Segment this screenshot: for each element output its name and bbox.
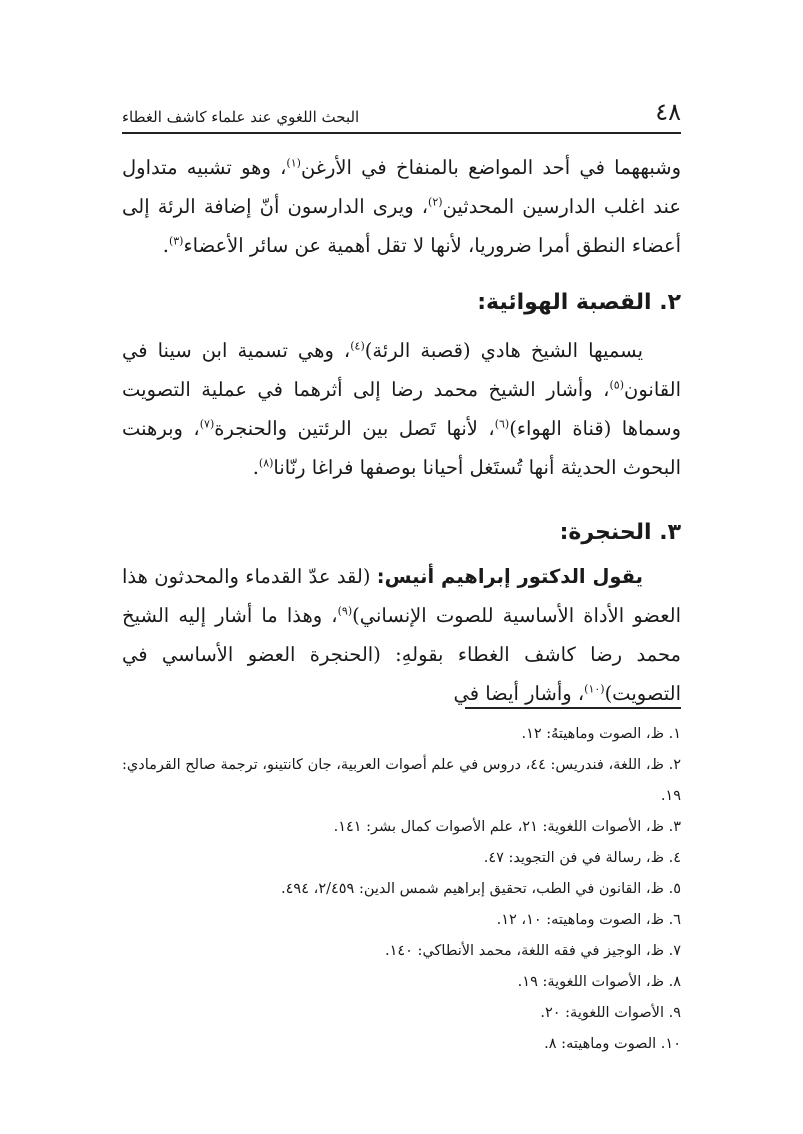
text-run: ، وبرهنت البحوث الحديثة أنها تُستَغل أحيانا بوصفها فراغا رنّانا [122,417,681,479]
footnote-item: ٣. ظ، الأصوات اللغوية: ٢١، علم الأصوات كمال بشر: ١٤١. [333,819,681,835]
text-run: (لقد عدّ القدماء والمحدثون هذا العضو الأداة الأساسية للصوت الإنساني) [122,565,681,627]
footnote-item: ٧. ظ، الوجيز في فقه اللغة، محمد الأنطاكي: ١٤٠. [384,943,681,959]
footnote-item: ٩. الأصوات اللغوية: ٢٠. [540,1005,681,1021]
footnote-ref[interactable]: (٤) [350,339,365,353]
footnote-ref[interactable]: (١) [286,156,301,170]
footnote-item: ٤. ظ، رسالة في فن التجويد: ٤٧. [483,850,681,866]
footnote-item: ٦. ظ، الصوت وماهيته: ١٠، ١٢. [496,912,681,928]
footnotes [122,719,681,1060]
footnote-item: ٢. ظ، اللغة، فندريس: ٤٤، دروس في علم أصوات العربية، جان كانتينو، ترجمة صالح القرمادي: ١٩. [122,757,681,804]
footnote-ref[interactable]: (٧) [199,417,215,431]
footnote-ref[interactable]: (١٠) [584,682,605,696]
text-run: ، وهو تشبيه متداول عند اغلب الدارسين المحدثين [122,156,681,218]
text-run: . [252,456,259,479]
text-run: وشبههما في أحد المواضع بالمنفاخ في الأرغن [300,156,681,179]
section-heading-trachea: ٢. القصبة الهوائية: [477,290,681,315]
quote-lead: يقول الدكتور إبراهيم أنيس: [376,565,643,588]
text-run: ، وأشار أيضا في [453,682,585,705]
footnote-ref[interactable]: (٦) [494,417,510,431]
footnote-item: ١٠. الصوت وماهيته: ٨. [544,1036,681,1052]
text-run: يسميها الشيخ هادي (قصبة الرئة) [364,339,643,362]
section-heading-larynx: ٣. الحنجرة: [559,520,681,545]
footnote-ref[interactable]: (٨) [258,456,274,470]
paragraph-larynx [122,557,681,713]
paragraph-trachea [122,331,681,487]
text-run: ، وهذا ما أشار إليه الشيخ محمد رضا كاشف الغطاء بقولهِ: (الحنجرة العضو الأساسي في التصويت) [122,604,681,705]
footnote-ref[interactable]: (٣) [168,234,184,248]
page-number: ٤٨ [655,98,681,126]
footnote-ref[interactable]: (٢) [428,195,443,209]
footnote-divider [465,707,681,709]
footnote-item: ١. ظ، الصوت وماهيتهُ: ١٢. [521,726,681,742]
footnote-item: ٥. ظ، القانون في الطب، تحقيق إبراهيم شمس الدين: ٢/٤٥٩، ٤٩٤. [281,881,681,897]
text-run: . [162,234,169,257]
paragraph-lungs [122,148,681,265]
text-run: ، ويرى الدارسون أنّ إضافة الرئة إلى أعضاء النطق أمرا ضروريا، لأنها لا تقل أهمية عن سائر الأعضاء [122,195,681,257]
footnote-item: ٨. ظ، الأصوات اللغوية: ١٩. [517,974,681,990]
running-header [122,86,681,134]
footnote-ref[interactable]: (٩) [337,604,353,618]
main-text [122,148,681,713]
running-title: البحث اللغوي عند علماء كاشف الغطاء [122,108,360,126]
text-run: ، لأنها تَصل بين الرئتين والحنجرة [214,417,495,440]
text-run: ، وهي تسمية ابن سينا في القانون [122,339,681,401]
footnote-ref[interactable]: (٥) [609,378,624,392]
text-run: ، وأشار الشيخ محمد رضا إلى أثرهما في عملية التصويت وسماها (قناة الهواء) [122,378,681,440]
